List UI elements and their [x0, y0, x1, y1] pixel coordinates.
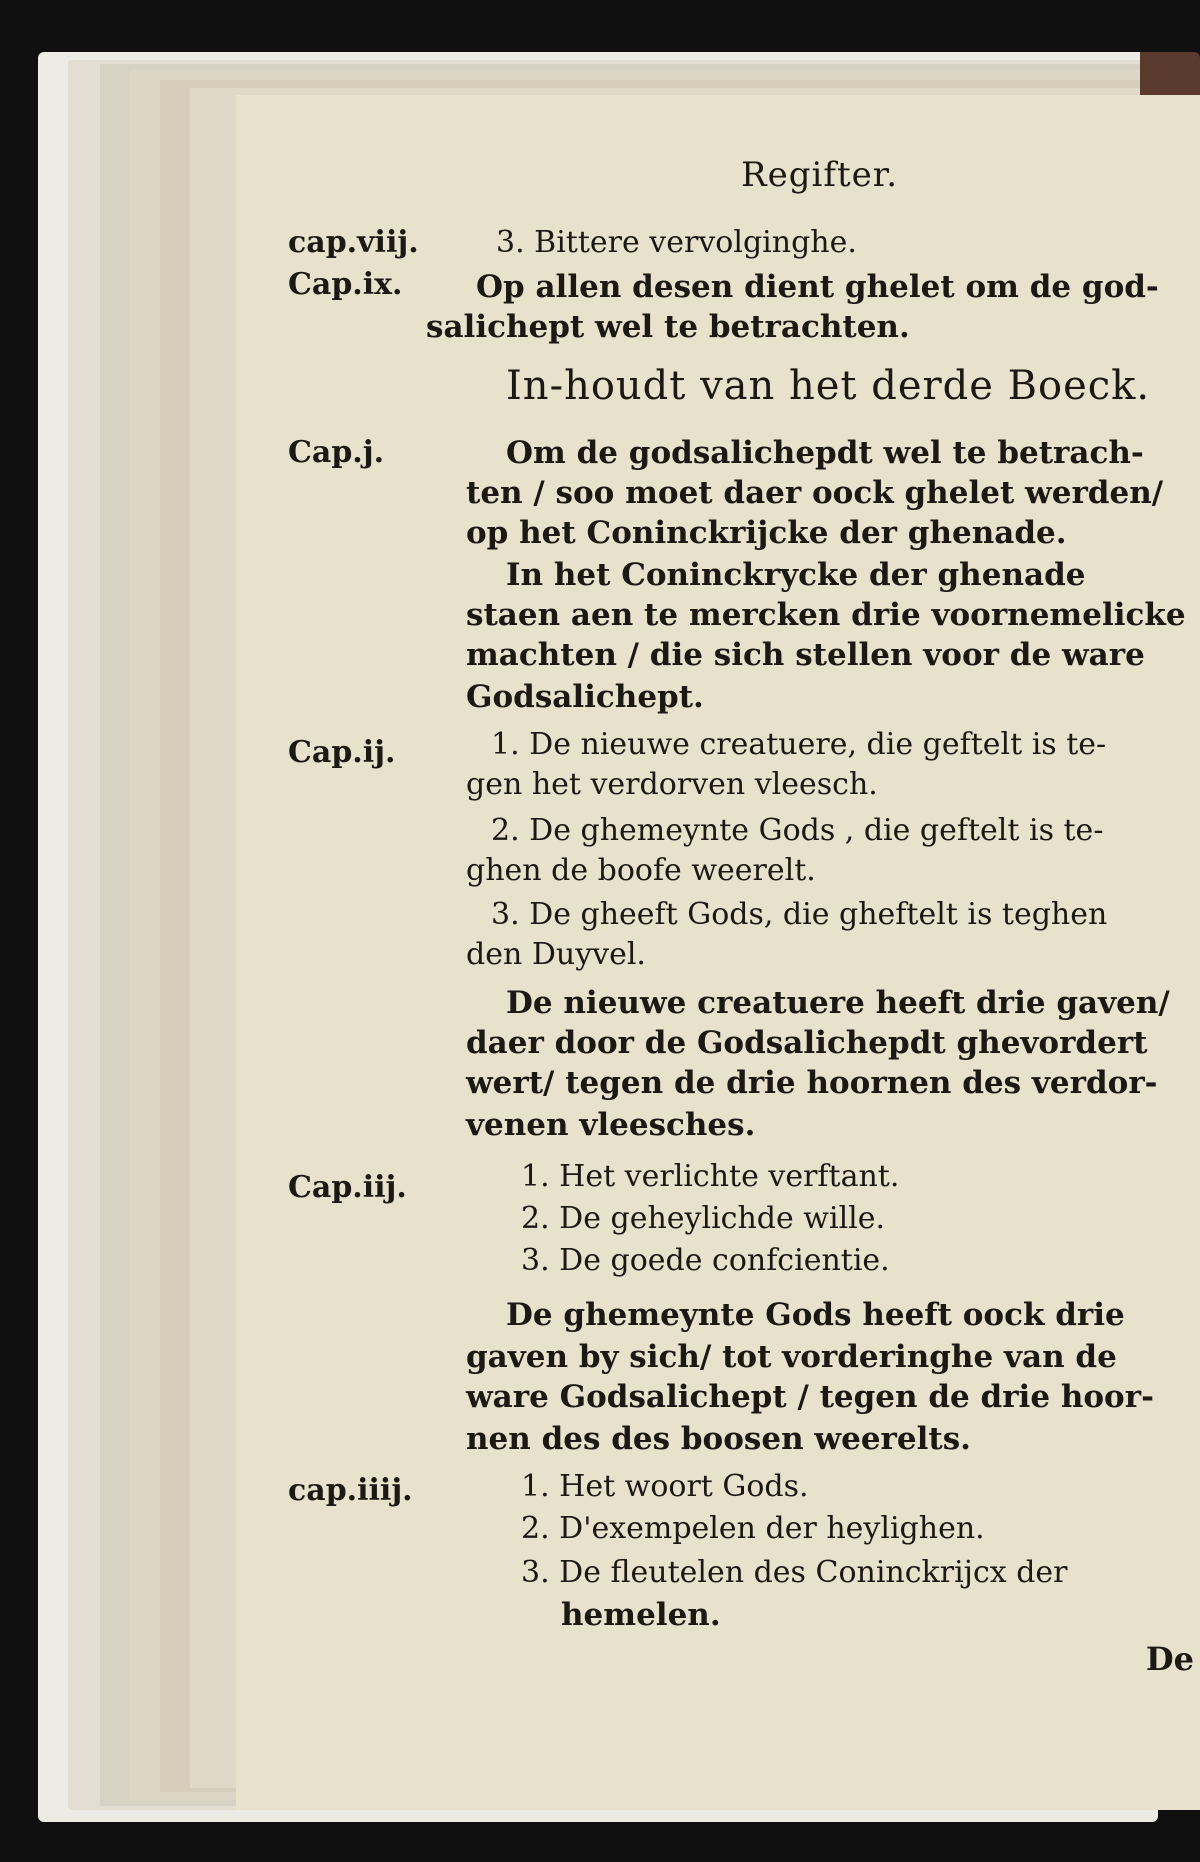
text-line: 1. Het verlichte verftant.	[521, 1159, 900, 1194]
text-line: venen vleesches.	[466, 1107, 756, 1143]
text-line: wert/ tegen de drie hoornen des verdor-	[466, 1065, 1158, 1101]
text-line: ware Godsalichept / tegen de drie hoor-	[466, 1379, 1154, 1415]
section-title: In-houdt van het derde Boeck.	[506, 363, 1151, 409]
text-line: 3. De gheeft Gods, die gheftelt is teghen	[491, 897, 1108, 932]
text-line: 3. De goede confcientie.	[521, 1243, 890, 1278]
text-line: Godsalichept.	[466, 679, 704, 715]
margin-chapter: cap.iiij.	[288, 1473, 413, 1508]
text-line: hemelen.	[561, 1597, 721, 1633]
margin-chapter: Cap.j.	[288, 435, 385, 470]
margin-chapter: Cap.ix.	[288, 267, 403, 302]
text-line: gen het verdorven vleesch.	[466, 767, 878, 802]
text-line: ghen de boofe weerelt.	[466, 853, 816, 888]
text-line: 2. D'exempelen der heylighen.	[521, 1511, 985, 1546]
text-line: gaven by sich/ tot vorderinghe van de	[466, 1339, 1117, 1375]
text-line: 2. De ghemeynte Gods , die geftelt is te-	[491, 813, 1104, 848]
text-line: nen des des boosen weerelts.	[466, 1421, 971, 1457]
text-line: Op allen desen dient ghelet om de god-	[476, 269, 1159, 305]
text-line: daer door de Godsalichepdt ghevordert	[466, 1025, 1148, 1061]
running-header: Regifter.	[741, 155, 899, 195]
text-line: salichept wel te betrachten.	[426, 309, 910, 345]
text-line: machten / die sich stellen voor de ware	[466, 637, 1145, 673]
book-page	[236, 95, 1200, 1810]
margin-chapter: cap.viij.	[288, 225, 419, 260]
text-line: 3. De fleutelen des Coninckrijcx der	[521, 1555, 1068, 1590]
text-line: De ghemeynte Gods heeft oock drie	[506, 1297, 1125, 1333]
text-line: 1. Het woort Gods.	[521, 1469, 809, 1504]
text-line: Om de godsalichepdt wel te betrach-	[506, 435, 1144, 471]
text-line: op het Coninckrijcke der ghenade.	[466, 515, 1067, 551]
margin-chapter: Cap.iij.	[288, 1170, 407, 1205]
text-line: den Duyvel.	[466, 937, 646, 972]
text-line: In het Coninckrycke der ghenade	[506, 557, 1086, 593]
text-line: staen aen te mercken drie voornemelicke	[466, 597, 1186, 633]
text-line: 1. De nieuwe creatuere, die geftelt is te-	[491, 727, 1107, 762]
text-line: ten / soo moet daer oock ghelet werden/	[466, 475, 1164, 511]
catchword: De	[1145, 1640, 1194, 1678]
text-line: 2. De geheylichde wille.	[521, 1201, 886, 1236]
text-line: De nieuwe creatuere heeft drie gaven/	[506, 985, 1170, 1021]
margin-chapter: Cap.ij.	[288, 735, 396, 770]
text-line: 3. Bittere vervolginghe.	[496, 225, 857, 260]
